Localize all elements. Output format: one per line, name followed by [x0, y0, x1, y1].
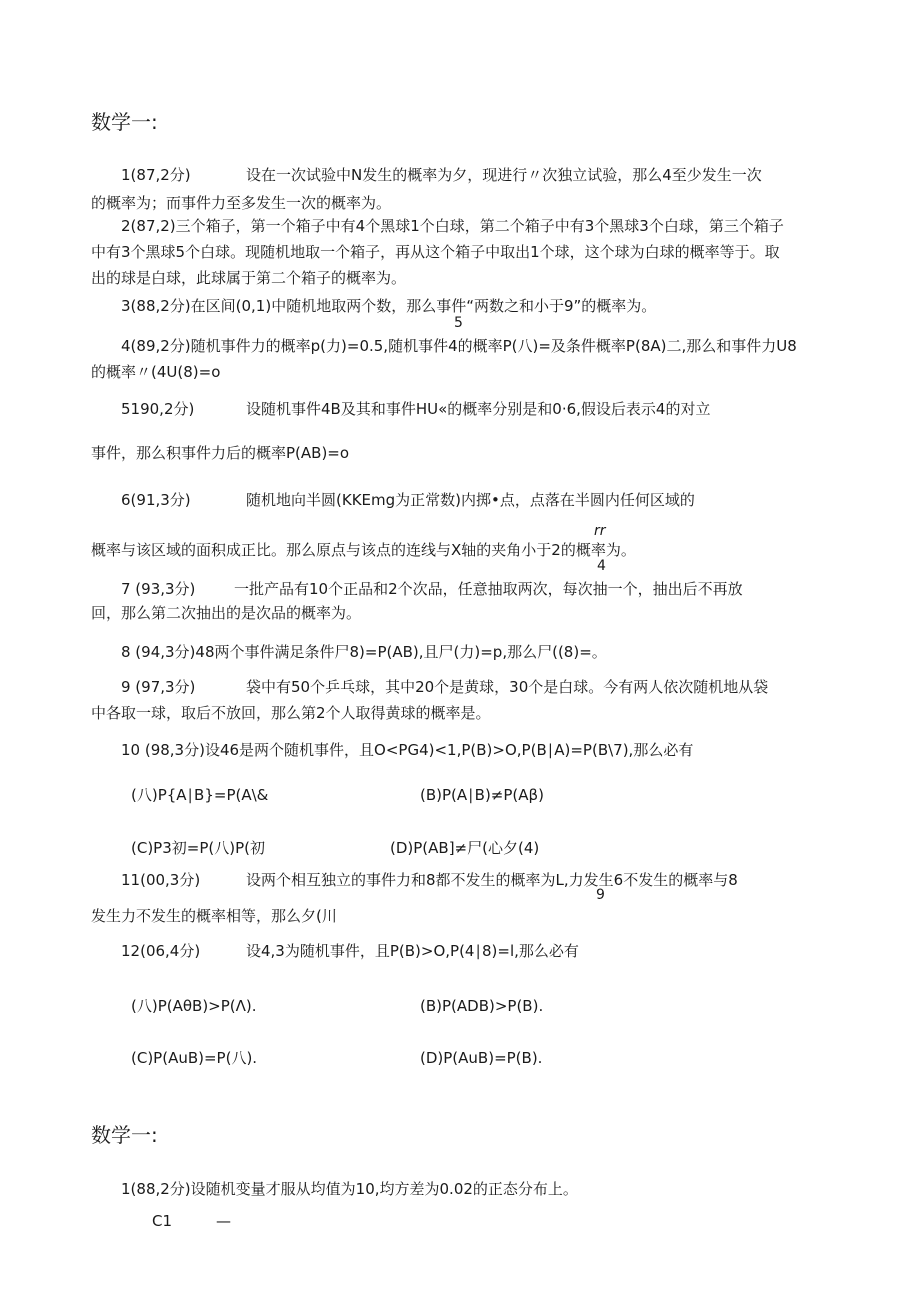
question-12-line-1: 设4,3为随机事件，且P(B)>O,P(4∣8)=l,那么必有: [246, 942, 579, 960]
section-2-c1-dash: —: [216, 1212, 231, 1230]
section-2-c1-label: C1: [152, 1212, 173, 1230]
question-5-line-1: 设随机事件4B及其和事件HU«的概率分别是和0·6,假设后表示4的对立: [246, 400, 711, 418]
question-1-line-1: 设在一次试验中N发生的概率为夕，现进行〃次独立试验，那么4至少发生一次: [246, 166, 762, 184]
question-3-denominator: 5: [454, 315, 463, 331]
question-11-line-1: 设两个相互独立的事件力和8都不发生的概率为L,力发生6不发生的概率与8: [246, 871, 738, 889]
question-12-number: 12(06,4分): [121, 942, 201, 960]
question-6-numerator: rr: [594, 523, 606, 539]
question-9-line-2: 中各取一球，取后不放回，那么第2个人取得黄球的概率是。: [91, 704, 491, 722]
question-6-denominator: 4: [597, 558, 606, 574]
question-6-number: 6(91,3分): [121, 491, 191, 509]
question-7-number: 7 (93,3分): [121, 580, 196, 598]
question-6-line-2: 概率与该区域的面积成正比。那么原点与该点的连线与X轴的夹角小于2的概率为。: [91, 541, 636, 559]
question-7-line-1: 一批产品有10个正品和2个次品，任意抽取两次，每次抽一个，抽出后不再放: [234, 580, 743, 598]
section-1-heading: 数学一:: [91, 110, 158, 134]
question-1-line-2: 的概率为；而事件力至多发生一次的概率为。: [91, 194, 392, 212]
question-9-number: 9 (97,3分): [121, 678, 196, 696]
question-1-number: 1(87,2分): [121, 166, 191, 184]
question-12-option-a: (八)P(AθB)>P(Λ).: [131, 997, 257, 1015]
question-11-number: 11(00,3分): [121, 871, 201, 889]
question-2-line-3: 出的球是白球，此球属于第二个箱子的概率为。: [91, 269, 407, 287]
question-4-line-1: 4(89,2分)随机事件力的概率p(力)=0.5,随机事件4的概率P(八)=及条件概率P(8A)二,那么和事件力U8: [121, 337, 797, 355]
question-10-option-b: (B)P(A∣B)≠P(Aβ): [420, 786, 544, 804]
question-2-line-1: 2(87,2)三个箱子，第一个箱子中有4个黑球1个白球，第二个箱子中有3个黑球3个白球，第三个箱子: [121, 217, 784, 235]
question-12-option-c: (C)P(AuB)=P(八).: [131, 1049, 258, 1067]
question-3-line-1: 3(88,2分)在区间(0,1)中随机地取两个数，那么事件“两数之和小于9”的概率为。: [121, 297, 657, 315]
question-10-line-1: 10 (98,3分)设46是两个随机事件，且O<PG4)<1,P(B)>O,P(B∣A)=P(B\7),那么必有: [121, 741, 694, 759]
section-2-question-1: 1(88,2分)设随机变量才服从均值为10,均方差为0.02的正态分布上。: [121, 1180, 578, 1198]
question-12-option-d: (D)P(AuB)=P(B).: [420, 1049, 543, 1067]
question-12-option-b: (B)P(ADB)>P(B).: [420, 997, 544, 1015]
question-11-line-2: 发生力不发生的概率相等，那么夕(川: [91, 907, 337, 925]
question-10-option-d: (D)P(AB]≠尸(心夕(4): [390, 839, 540, 857]
question-4-line-2: 的概率〃(4U(8)=o: [91, 363, 221, 381]
question-9-line-1: 袋中有50个乒乓球，其中20个是黄球，30个是白球。今有两人依次随机地从袋: [246, 678, 769, 696]
question-5-line-2: 事件，那么积事件力后的概率P(AB)=o: [91, 444, 350, 462]
question-11-denominator: 9: [596, 887, 605, 903]
question-7-line-2: 回，那么第二次抽出的是次品的概率为。: [91, 604, 362, 622]
question-2-line-2: 中有3个黑球5个白球。现随机地取一个箱子，再从这个箱子中取出1个球，这个球为白球的概率等于。取: [91, 243, 780, 261]
question-6-line-1: 随机地向半圆(KKEmg为正常数)内掷•点，点落在半圆内任何区域的: [246, 491, 695, 509]
question-10-option-a: (八)P{A∣B}=P(A\&: [131, 786, 269, 804]
question-10-option-c: (C)P3初=P(八)P(初: [131, 839, 265, 857]
question-8-line-1: 8 (94,3分)48两个事件满足条件尸8)=P(AB),且尸(力)=p,那么尸((8)=。: [121, 643, 607, 661]
question-5-number: 5190,2分): [121, 400, 195, 418]
section-2-heading: 数学一:: [91, 1123, 158, 1147]
